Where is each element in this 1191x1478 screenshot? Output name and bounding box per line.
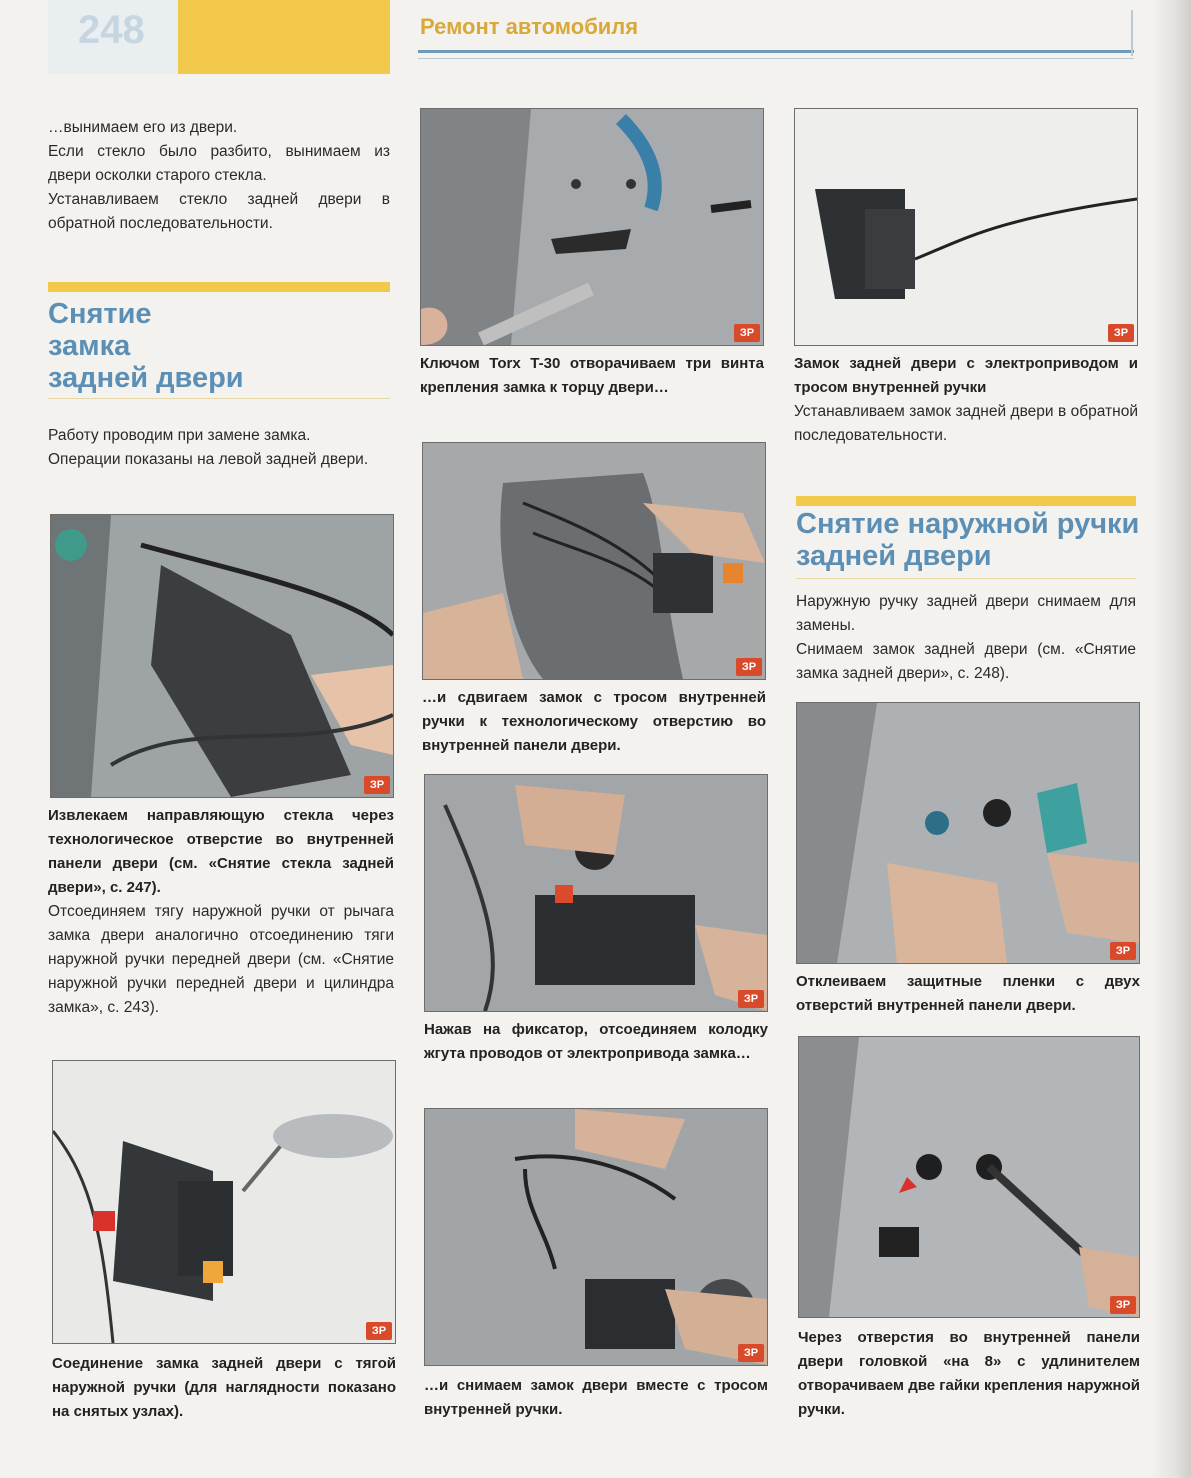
photo-badge: ЗР	[1110, 1296, 1136, 1314]
section1-title-line3: задней двери	[48, 362, 244, 394]
header-rule-thin	[418, 58, 1134, 59]
photo-lock-shift-image	[423, 443, 765, 679]
photo-lock-shift	[422, 442, 766, 680]
section1-text	[48, 424, 390, 472]
section1-underline	[48, 398, 390, 399]
section2-underline	[796, 578, 1136, 579]
photo-badge: ЗР	[1110, 942, 1136, 960]
section2-text-p2: Снимаем замок задней двери (см. «Снятие замка задней двери», с. 248).	[796, 641, 1136, 682]
col1-intro-p3: Устанавливаем стекло задней двери в обратной последовательности.	[48, 191, 390, 232]
col1-intro-p1: …вынимаем его из двери.	[48, 119, 238, 136]
section1-text-p2: Операции показаны на левой задней двери.	[48, 451, 369, 468]
photo-torx-screws	[420, 108, 764, 346]
section2-title-line2: задней двери	[796, 540, 992, 572]
running-header-title: Ремонт автомобиля	[420, 14, 639, 39]
photo-rear-door-lock	[794, 108, 1138, 346]
photo-badge: ЗР	[734, 324, 760, 342]
col1-intro-text	[48, 116, 390, 236]
photo-handle-nuts-image	[799, 1037, 1139, 1317]
col3-photo1-caption: Замок задней двери с электроприводом и тросом внутренней ручки	[794, 355, 1138, 396]
col2-photo1-caption: Ключом Torx T-30 отворачиваем три винта крепления замка к торцу двери…	[420, 355, 764, 396]
photo-protective-film-image	[797, 703, 1139, 963]
col1-body-text: Отсоединяем тягу наружной ручки от рычага замка двери аналогично отсоединению тяги наружной ручки передней двери (см. «Снятие наружной ручки передней двери и цилиндра замка», с. 243).	[48, 903, 394, 1016]
section1-bar	[48, 282, 390, 292]
photo-badge: ЗР	[738, 990, 764, 1008]
col2-photo3-caption: Нажав на фиксатор, отсоединяем колодку жгута проводов от электропривода замка…	[424, 1021, 768, 1062]
photo-lock-with-rod	[52, 1060, 396, 1344]
col1-intro-p2: Если стекло было разбито, вынимаем из двери осколки старого стекла.	[48, 143, 390, 184]
book-gutter-shadow	[1151, 0, 1191, 1478]
photo-handle-nuts	[798, 1036, 1140, 1318]
page-number-box	[48, 0, 180, 74]
section2-title	[796, 508, 1141, 572]
photo-glass-guide-image	[51, 515, 393, 797]
col1-photo2-caption: Соединение замка задней двери с тягой наружной ручки (для наглядности показано на снятых узлах).	[52, 1355, 396, 1420]
photo-badge: ЗР	[738, 1344, 764, 1362]
header-rule	[418, 50, 1134, 53]
photo-badge: ЗР	[1108, 324, 1134, 342]
col3-photo2-caption: Отклеиваем защитные пленки с двух отверстий внутренней панели двери.	[796, 973, 1140, 1014]
col3-text1: Устанавливаем замок задней двери в обратной последовательности.	[794, 403, 1138, 444]
photo-lock-removal	[424, 1108, 768, 1366]
section1-text-p1: Работу проводим при замене замка.	[48, 427, 311, 444]
section1-title	[48, 298, 390, 394]
page-number: 248	[78, 8, 145, 52]
photo-rear-door-lock-image	[795, 109, 1137, 345]
photo-badge: ЗР	[364, 776, 390, 794]
section2-title-line1: Снятие наружной ручки	[796, 508, 1140, 540]
section2-text	[796, 590, 1136, 686]
section2-bar	[796, 496, 1136, 506]
photo-connector-release	[424, 774, 768, 1012]
col1-photo1-caption: Извлекаем направляющую стекла через технологическое отверстие во внутренней панели двери (см. «Снятие стекла задней двери», с. 247).	[48, 807, 394, 896]
header-right-tick	[1131, 10, 1133, 56]
col2-photo4-caption: …и снимаем замок двери вместе с тросом внутренней ручки.	[424, 1377, 768, 1418]
col2-photo2-caption: …и сдвигаем замок с тросом внутренней ручки к технологическому отверстию во внутренней панели двери.	[422, 689, 766, 754]
section1-title-line2: замка	[48, 330, 131, 362]
photo-glass-guide-removal	[50, 514, 394, 798]
header-color-band	[178, 0, 390, 74]
photo-badge: ЗР	[366, 1322, 392, 1340]
photo-lock-removal-image	[425, 1109, 767, 1365]
photo-badge: ЗР	[736, 658, 762, 676]
photo-lock-with-rod-image	[53, 1061, 395, 1343]
photo-torx-screws-image	[421, 109, 763, 345]
section2-text-p1: Наружную ручку задней двери снимаем для замены.	[796, 593, 1136, 634]
photo-connector-release-image	[425, 775, 767, 1011]
section1-title-line1: Снятие	[48, 298, 152, 330]
photo-protective-film	[796, 702, 1140, 964]
col3-photo3-caption: Через отверстия во внутренней панели двери головкой «на 8» с удлинителем отворачиваем две гайки крепления наружной ручки.	[798, 1329, 1140, 1418]
